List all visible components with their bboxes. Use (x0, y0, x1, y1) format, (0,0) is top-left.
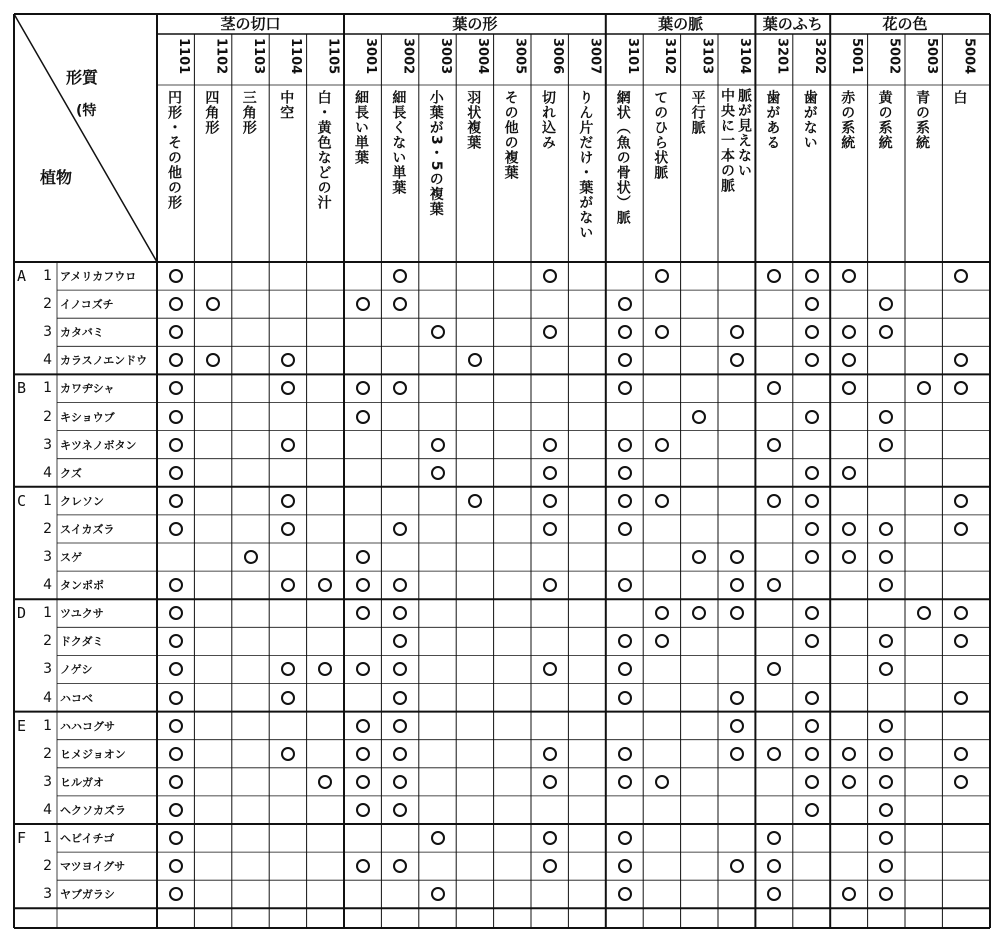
circle-mark (805, 353, 819, 367)
plant-name: キショウブ (60, 410, 115, 424)
circle-mark (805, 325, 819, 339)
row-number: 3 (43, 886, 52, 903)
column-code: 5002 (886, 38, 902, 75)
circle-mark (618, 831, 632, 845)
circle-mark (730, 550, 744, 564)
circle-mark (767, 747, 781, 761)
column-code: 3101 (624, 38, 640, 75)
column-code: 5003 (924, 38, 939, 75)
circle-mark (842, 775, 856, 789)
column-desc: 白・黄色などの汁 (315, 90, 332, 210)
circle-mark (543, 325, 557, 339)
column-desc: てのひら状脈 (652, 90, 669, 180)
circle-mark (655, 775, 669, 789)
circle-mark (281, 522, 295, 536)
row-number: 3 (43, 436, 52, 453)
circle-mark (879, 719, 893, 733)
circle-mark (655, 269, 669, 283)
column-code: 3201 (774, 38, 790, 75)
section-letter: E (17, 716, 27, 735)
circle-mark (692, 410, 706, 424)
column-code: 3006 (550, 38, 565, 75)
plant-name: スイカズラ (60, 522, 115, 536)
plant-name: カラスノエンドウ (60, 354, 148, 368)
circle-mark (730, 606, 744, 620)
circle-mark (730, 859, 744, 873)
circle-mark (655, 494, 669, 508)
circle-mark (805, 522, 819, 536)
circle-mark (169, 466, 183, 480)
row-number: 1 (43, 380, 52, 397)
circle-mark (169, 803, 183, 817)
circle-mark (281, 691, 295, 705)
column-code: 3007 (587, 38, 603, 75)
row-number: 2 (43, 296, 52, 313)
row-number: 4 (43, 577, 52, 594)
column-desc: りん片だけ・葉がない (577, 90, 594, 240)
circle-mark (805, 297, 819, 311)
circle-mark (543, 831, 557, 845)
column-code: 3001 (363, 38, 378, 75)
column-code: 1103 (250, 38, 266, 75)
circle-mark (618, 381, 632, 395)
circle-mark (618, 859, 632, 873)
circle-mark (356, 775, 370, 789)
circle-mark (169, 606, 183, 620)
circle-mark (618, 438, 632, 452)
circle-mark (543, 578, 557, 592)
circle-mark (356, 747, 370, 761)
column-desc: 網状（魚の骨状）脈 (614, 90, 631, 225)
circle-mark (169, 831, 183, 845)
column-code: 1102 (213, 38, 229, 75)
circle-mark (730, 325, 744, 339)
column-desc: 黄の系統 (876, 90, 893, 150)
circle-mark (618, 297, 632, 311)
circle-mark (393, 719, 407, 733)
group-header: 葉の形 (452, 15, 498, 33)
row-number: 1 (43, 717, 52, 734)
circle-mark (431, 325, 445, 339)
circle-mark (543, 775, 557, 789)
circle-mark (169, 522, 183, 536)
column-desc: 白 (951, 90, 968, 105)
circle-mark (169, 887, 183, 901)
circle-mark (954, 522, 968, 536)
circle-mark (767, 494, 781, 508)
row-number: 3 (43, 773, 52, 790)
circle-mark (917, 606, 931, 620)
circle-mark (730, 691, 744, 705)
circle-mark (543, 859, 557, 873)
circle-mark (618, 775, 632, 789)
row-number: 4 (43, 801, 52, 818)
plant-name: アメリカフウロ (60, 270, 137, 283)
column-desc: 円形・その他の形 (166, 90, 182, 210)
circle-mark (730, 719, 744, 733)
circle-mark (169, 297, 183, 311)
column-code: 3005 (512, 38, 528, 75)
circle-mark (805, 634, 819, 648)
row-number: 2 (43, 408, 52, 425)
column-code: 5001 (849, 38, 865, 75)
circle-mark (954, 691, 968, 705)
plant-name: カワヂシャ (60, 382, 115, 396)
circle-mark (356, 578, 370, 592)
circle-mark (879, 410, 893, 424)
column-code: 3002 (400, 38, 416, 75)
circle-mark (169, 325, 183, 339)
column-desc: 細長い単葉 (353, 90, 369, 165)
plant-name: キツネノボタン (60, 438, 137, 452)
circle-mark (169, 719, 183, 733)
row-number: 1 (43, 492, 52, 509)
circle-mark (954, 775, 968, 789)
column-desc: 三角形 (240, 90, 257, 135)
circle-mark (842, 522, 856, 536)
column-desc: 切れ込み (540, 90, 556, 150)
column-desc: 中央に一本の脈 (719, 88, 735, 193)
circle-mark (356, 606, 370, 620)
circle-mark (543, 494, 557, 508)
section-letter: D (17, 604, 27, 623)
column-code: 3102 (662, 38, 678, 75)
circle-mark (356, 410, 370, 424)
row-number: 3 (43, 661, 52, 678)
row-number: 2 (43, 520, 52, 537)
circle-mark (805, 466, 819, 480)
circle-mark (543, 438, 557, 452)
circle-mark (618, 578, 632, 592)
circle-mark (730, 353, 744, 367)
circle-mark (356, 803, 370, 817)
section-letter: C (17, 491, 27, 510)
circle-mark (954, 494, 968, 508)
circle-mark (618, 353, 632, 367)
circle-mark (805, 691, 819, 705)
group-header: 茎の切口 (220, 15, 281, 33)
circle-mark (393, 803, 407, 817)
circle-mark (468, 494, 482, 508)
plant-name: ノゲシ (60, 663, 93, 677)
plant-name: イノコズチ (60, 298, 114, 312)
plant-name: ツユクサ (60, 607, 104, 621)
circle-mark (169, 578, 183, 592)
column-code: 1101 (176, 38, 191, 75)
circle-mark (169, 859, 183, 873)
group-header: 葉のふち (762, 15, 823, 33)
plant-name: ハハコグサ (60, 719, 115, 733)
circle-mark (730, 578, 744, 592)
column-desc: 細長くない単葉 (390, 90, 407, 195)
column-desc: 歯がない (801, 90, 818, 150)
column-code: 1104 (288, 38, 304, 75)
plant-name: クレソン (60, 494, 104, 508)
circle-mark (543, 269, 557, 283)
circle-mark (805, 269, 819, 283)
row-number: 4 (43, 352, 52, 369)
plant-name: ヒメジョオン (60, 747, 126, 761)
circle-mark (879, 747, 893, 761)
circle-mark (431, 831, 445, 845)
circle-mark (169, 775, 183, 789)
row-number: 4 (43, 689, 52, 706)
circle-mark (805, 803, 819, 817)
circle-mark (169, 634, 183, 648)
row-number: 4 (43, 464, 52, 481)
column-code: 3202 (811, 38, 827, 75)
circle-mark (356, 297, 370, 311)
circle-mark (618, 522, 632, 536)
circle-mark (169, 353, 183, 367)
circle-mark (618, 887, 632, 901)
plant-name: カタバミ (60, 326, 104, 340)
corner-trait-sub: (特 (76, 103, 97, 119)
circle-mark (169, 747, 183, 761)
column-desc: 赤の系統 (839, 90, 856, 150)
circle-mark (805, 410, 819, 424)
circle-mark (431, 438, 445, 452)
circle-mark (842, 550, 856, 564)
column-desc: 中空 (278, 90, 295, 120)
column-code: 3003 (437, 38, 453, 75)
section-letter: F (17, 829, 27, 847)
circle-mark (655, 438, 669, 452)
circle-mark (169, 691, 183, 705)
column-desc: 羽状複葉 (465, 90, 482, 150)
circle-mark (393, 691, 407, 705)
circle-mark (805, 606, 819, 620)
circle-mark (281, 438, 295, 452)
column-code: 3103 (699, 38, 715, 75)
plant-name: マツヨイグサ (60, 860, 126, 874)
circle-mark (543, 747, 557, 761)
corner-diagonal (14, 14, 157, 262)
column-desc: 小葉が3・5の複葉 (427, 90, 444, 217)
circle-mark (356, 719, 370, 733)
circle-mark (543, 466, 557, 480)
row-number: 3 (43, 549, 52, 565)
plant-name: ヒルガオ (60, 775, 104, 789)
circle-mark (356, 859, 370, 873)
circle-mark (169, 438, 183, 452)
circle-mark (618, 662, 632, 676)
circle-mark (393, 747, 407, 761)
circle-mark (767, 438, 781, 452)
row-number: 3 (43, 324, 52, 341)
column-code: 3104 (737, 38, 752, 75)
circle-mark (618, 634, 632, 648)
circle-mark (543, 522, 557, 536)
circle-mark (356, 550, 370, 564)
circle-mark (842, 269, 856, 283)
circle-mark (393, 522, 407, 536)
row-number: 1 (43, 605, 52, 622)
column-desc: 平行脈 (689, 90, 706, 135)
section-letter: B (17, 379, 27, 398)
circle-mark (805, 494, 819, 508)
row-number: 2 (43, 633, 52, 650)
circle-mark (281, 578, 295, 592)
circle-mark (618, 494, 632, 508)
row-number: 1 (43, 830, 52, 846)
plant-name: ヘビイチゴ (60, 832, 115, 845)
circle-mark (618, 325, 632, 339)
column-desc: その他の複葉 (502, 90, 519, 180)
circle-mark (805, 550, 819, 564)
circle-mark (393, 775, 407, 789)
plant-name: タンポポ (60, 579, 104, 593)
circle-mark (805, 747, 819, 761)
circle-mark (281, 747, 295, 761)
circle-mark (431, 466, 445, 480)
plant-name: ヘクソカズラ (60, 803, 126, 817)
circle-mark (842, 466, 856, 480)
column-code: 1105 (325, 38, 341, 75)
column-desc: 四角形 (203, 90, 220, 135)
column-desc: 青の系統 (914, 90, 930, 150)
column-code: 5004 (961, 38, 977, 75)
column-desc: 脈が見えない (736, 88, 752, 178)
column-code: 3004 (475, 38, 491, 75)
circle-mark (730, 747, 744, 761)
group-header: 葉の脈 (658, 15, 704, 33)
circle-mark (244, 550, 258, 564)
plant-name: スゲ (60, 551, 82, 564)
circle-mark (842, 747, 856, 761)
plant-name: ハコベ (60, 691, 93, 705)
circle-mark (879, 438, 893, 452)
circle-mark (618, 466, 632, 480)
circle-mark (169, 494, 183, 508)
row-number: 2 (43, 745, 52, 762)
circle-mark (618, 747, 632, 761)
circle-mark (431, 887, 445, 901)
circle-mark (169, 269, 183, 283)
circle-mark (805, 719, 819, 733)
plant-name: クズ (60, 466, 82, 480)
circle-mark (169, 410, 183, 424)
circle-mark (805, 775, 819, 789)
row-number: 1 (43, 268, 52, 284)
circle-mark (618, 691, 632, 705)
plant-name: ドクダミ (60, 635, 104, 649)
circle-mark (954, 747, 968, 761)
column-desc: 歯がある (764, 90, 781, 150)
row-number: 2 (43, 858, 52, 875)
corner-plant-label: 植物 (40, 168, 73, 187)
circle-mark (281, 494, 295, 508)
section-letter: A (17, 267, 27, 285)
corner-trait-label: 形質 (66, 68, 99, 87)
plant-name: ヤブガラシ (60, 888, 115, 902)
group-header: 花の色 (882, 15, 928, 33)
